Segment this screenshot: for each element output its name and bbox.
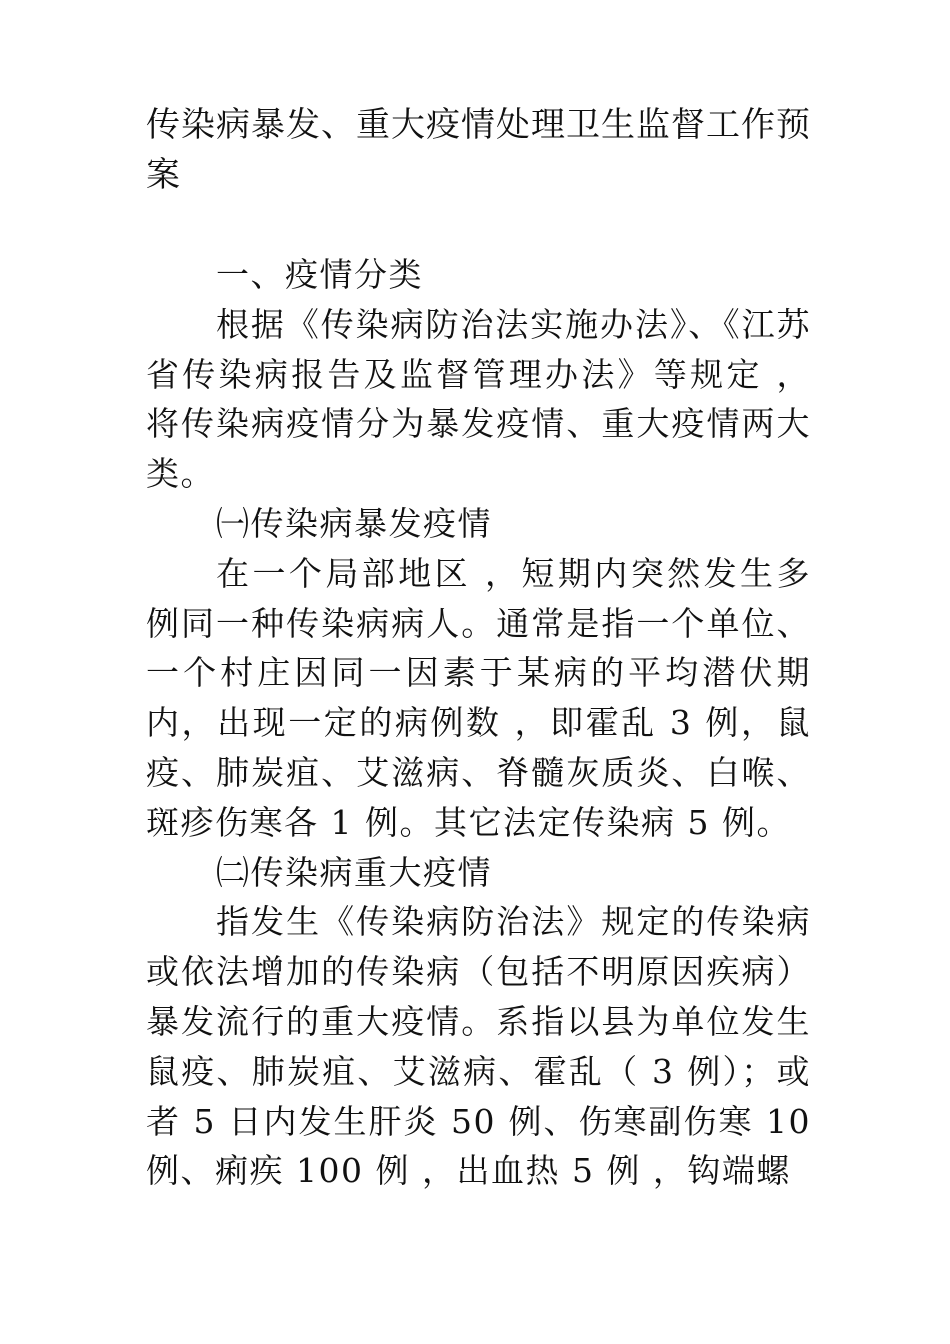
paragraph-outbreak-definition: 在一个局部地区 ，短期内突然发生多例同一种传染病病人。通常是指一个单位、一个村庄因同一因素于某病的平均潜伏期内，出现一定的病例数 ，即霍乱 3 例，鼠疫、肺炭疽、艾滋病、脊髓灰质炎、白喉、斑疹伤寒各 1 例。其它法定传染病 5 例。 [146,553,811,842]
document-title: 传染病暴发、重大疫情处理卫生监督工作预案 [146,105,811,195]
section-heading-classification: 一、疫情分类 [216,255,423,294]
subheading-outbreak: ㈠传染病暴发疫情 [216,503,492,543]
document-body [146,250,811,1196]
subheading-major-epidemic: ㈡传染病重大疫情 [216,852,492,892]
paragraph-major-epidemic-definition: 指发生《传染病防治法》规定的传染病或依法增加的传染病（包括不明原因疾病）暴发流行的重大疫情。系指以县为单位发生鼠疫、肺炭疽、艾滋病、霍乱（ 3 例）；或者 5 日内发生肝炎 50 例、伤寒副伤寒 10 例、痢疾 100 例 ，出血热 5 例 ，钩端螺 [146,902,811,1191]
paragraph-classification-basis: 根据《传染病防治法实施办法》、《江苏省传染病报告及监督管理办法》等规定 ，将传染病疫情分为暴发疫情、重大疫情两大类。 [146,304,811,494]
